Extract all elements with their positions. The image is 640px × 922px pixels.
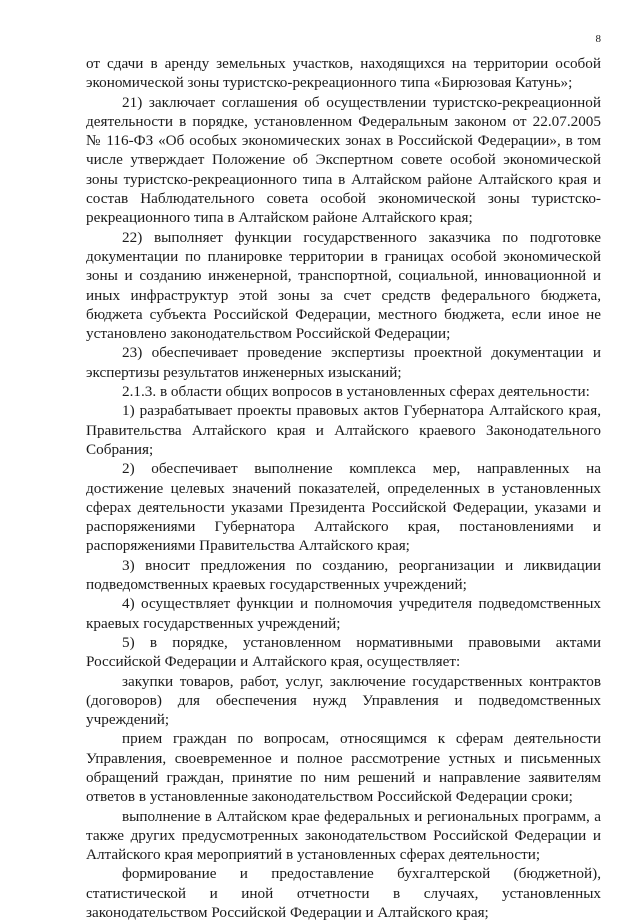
paragraph: прием граждан по вопросам, относящимся к сферам деятельности Управления, своевременное и полное рассмотрение устных и письменных обращений граждан, принятие по ним решений и направление заявителям ответов в установленные законодательством Российской Федерации сроки; <box>86 730 601 806</box>
document-body <box>86 54 601 922</box>
paragraph: закупки товаров, работ, услуг, заключение государственных контрактов (договоров) для обеспечения нужд Управления и подведомственных учреждений; <box>86 672 601 729</box>
paragraph: формирование и предоставление бухгалтерской (бюджетной), статистической и иной отчетности в случаях, установленных законодательством Российской Федерации и Алтайского края; <box>86 865 601 922</box>
paragraph: 4) осуществляет функции и полномочия учредителя подведомственных краевых государственных учреждений; <box>86 595 601 632</box>
paragraph: 22) выполняет функции государственного заказчика по подготовке документации по планировке территории в границах особой экономической зоны и созданию инженерной, транспортной, социальной, инновационной и иных инфраструктур этой зоны за счет средств федерального бюджета, бюджета субъекта Российской Федерации, местного бюджета, если иное не установлено законодательством Российской Федерации; <box>86 228 601 343</box>
paragraph: 2.1.3. в области общих вопросов в установленных сферах деятельности: <box>122 383 590 401</box>
paragraph: 1) разрабатывает проекты правовых актов Губернатора Алтайского края, Правительства Алтайского края и Алтайского краевого Законодательного Собрания; <box>86 402 601 458</box>
paragraph: 2) обеспечивает выполнение комплекса мер, направленных на достижение целевых значений показателей, определенных в установленных сферах деятельности указами Президента Российской Федерации, указами и распоряжениями Губернатора Алтайского края, постановлениями и распоряжениями Правительства Алтайского края; <box>86 460 601 555</box>
page-number: 8 <box>595 33 601 45</box>
paragraph: 21) заключает соглашения об осуществлении туристско-рекреационной деятельности в порядке, установленном Федеральным законом от 22.07.2005 № 116-ФЗ «Об особых экономических зонах в Российской Федерации», в том числе утверждает Положение об Экспертном совете особой экономической зоны туристско-рекреационного типа в Алтайском районе Алтайского края и состав Наблюдательного совета особой экономической зоны туристско-рекреационного типа в Алтайском районе Алтайского края; <box>86 93 601 227</box>
paragraph: выполнение в Алтайском крае федеральных и региональных программ, а также других предусмотренных законодательством Российской Федерации и Алтайского края мероприятий в установленных сферах деятельности; <box>86 807 601 864</box>
paragraph: от сдачи в аренду земельных участков, находящихся на территории особой экономической зоны туристско-рекреационного типа «Бирюзовая Катунь»; <box>86 55 601 92</box>
paragraph: 3) вносит предложения по созданию, реорганизации и ликвидации подведомственных краевых государственных учреждений; <box>86 556 601 594</box>
paragraph: 5) в порядке, установленном нормативными правовыми актами Российской Федерации и Алтайского края, осуществляет: <box>86 633 601 671</box>
paragraph: 23) обеспечивает проведение экспертизы проектной документации и экспертизы результатов инженерных изысканий; <box>86 344 601 381</box>
